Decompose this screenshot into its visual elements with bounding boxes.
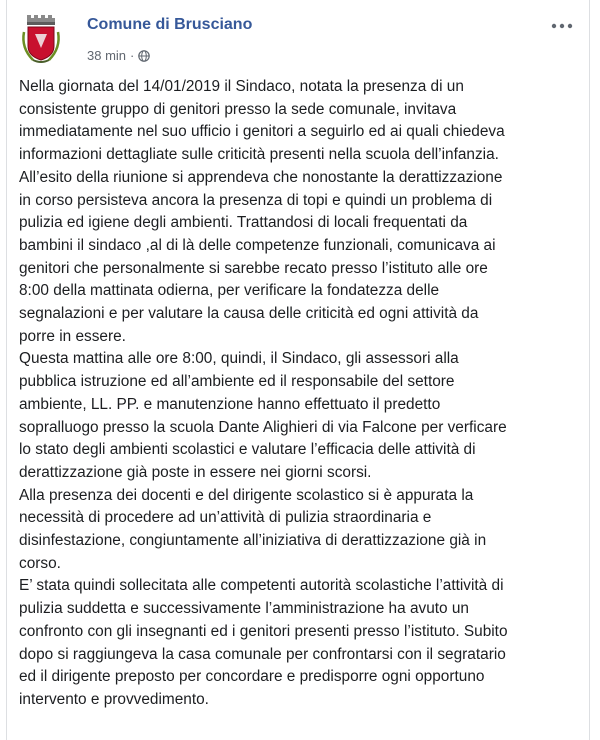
globe-icon[interactable] xyxy=(138,50,150,62)
post-text-line: E’ stata quindi sollecitata alle competenti autorità scolastiche l’attività di xyxy=(19,577,504,595)
post-text-line: sopralluogo presso la scuola Dante Alighieri di via Falcone per verficare xyxy=(19,418,507,436)
post-text-line: derattizzazione già poste in essere nei giorni scorsi. xyxy=(19,463,372,481)
post-text-line: porre in essere. xyxy=(19,327,126,345)
post-text-line: All’esito della riunione si apprendeva che nonostante la derattizzazione xyxy=(19,168,503,186)
post-text-line: disinfestazione, congiuntamente all’iniziativa di derattizzazione già in xyxy=(19,532,487,550)
post-text-line: dopo si raggiungeva la casa comunale per confrontarsi con il segratario xyxy=(19,645,506,663)
post-text-line: corso. xyxy=(19,554,61,572)
municipal-coat-of-arms-icon[interactable] xyxy=(19,14,63,66)
post-text-line: 8:00 della mattinata odierna, per verificare la fondatezza delle xyxy=(19,282,440,300)
meta-separator: · xyxy=(130,48,135,63)
post-text-line: Questa mattina alle ore 8:00, quindi, il Sindaco, gli assessori alla xyxy=(19,350,459,368)
post-text-line: intervento e provvedimento. xyxy=(19,690,209,708)
post-meta xyxy=(87,48,150,63)
post-text-line: pulizia ed igiene degli ambienti. Trattandosi di locali frequentati da xyxy=(19,214,468,232)
post-text-line: informazioni dettagliate sulle criticità presenti nella scuola dell’infanzia. xyxy=(19,146,499,164)
post-text-line: in corso persisteva ancora la presenza di topi e quindi un problema di xyxy=(19,191,493,209)
post-text-line: genitori che personalmente si sarebbe recato presso l’istituto alle ore xyxy=(19,259,488,277)
post-text-line: pubblica istruzione ed all’ambiente ed il responsabile del settore xyxy=(19,373,455,391)
post-text-line: consistente gruppo di genitori presso la sede comunale, invitava xyxy=(19,100,457,118)
post-text-line: confronto con gli insegnanti ed i genitori presenti presso l’istituto. Subito xyxy=(19,622,508,640)
post-text-line: bambini il sindaco ,al di là delle competenze funzionali, comunicava ai xyxy=(19,236,496,254)
post-text-line: ed il dirigente preposto per concordare e predisporre ogni opportuno xyxy=(19,668,485,686)
post-text-line: Nella giornata del 14/01/2019 il Sindaco, notata la presenza di un xyxy=(19,78,464,95)
post-text xyxy=(19,76,583,712)
author-name-link[interactable]: Comune di Brusciano xyxy=(87,16,253,33)
post-text-line: lo stato degli ambienti scolastici e valutare l’efficacia delle attività di xyxy=(19,441,476,459)
ellipsis-icon[interactable] xyxy=(547,14,577,36)
post-timestamp[interactable]: 38 min xyxy=(87,48,127,63)
post-text-line: ambiente, LL. PP. e manutenzione hanno effettuato il predetto xyxy=(19,395,441,413)
post-text-line: necessità di procedere ad un’attività di pulizia straordinaria e xyxy=(19,509,432,527)
post-text-line: segnalazioni e per valutare la causa delle criticità ed ogni attività da xyxy=(19,305,479,323)
facebook-post xyxy=(6,0,590,740)
post-header xyxy=(17,14,579,72)
post-text-line: immediatamente nel suo ufficio i genitori a seguirlo ed ai quali chiedeva xyxy=(19,123,505,141)
post-text-line: Alla presenza dei docenti e del dirigente scolastico si è appurata la xyxy=(19,486,474,504)
post-text-line: pulizia suddetta e successivamente l’amministrazione ha avuto un xyxy=(19,600,469,618)
